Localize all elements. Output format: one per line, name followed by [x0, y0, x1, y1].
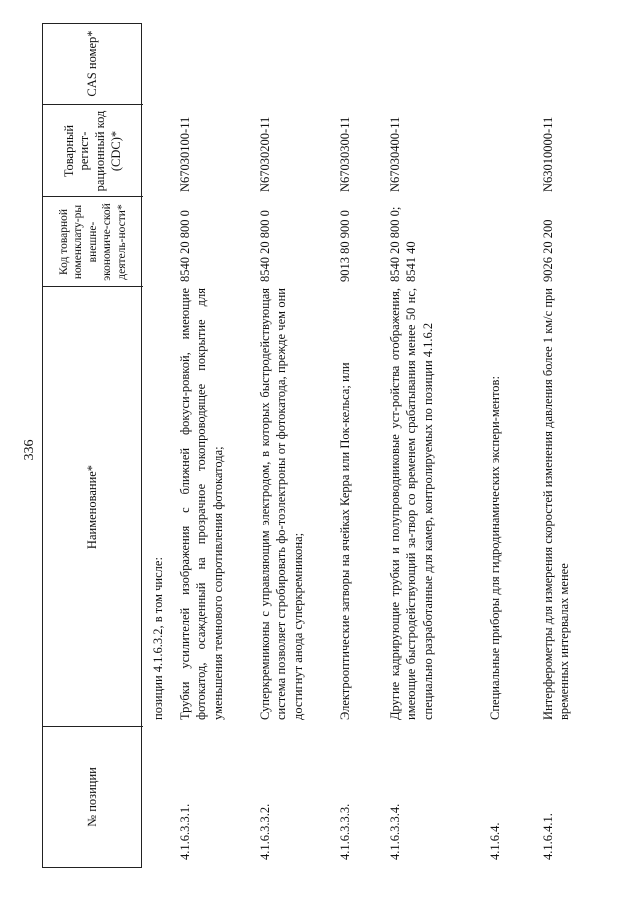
table-row: [257, 23, 327, 868]
row-cdc: N67030400-11: [388, 116, 402, 192]
row-cdc: N67030100-11: [178, 116, 192, 192]
row-code: 9013 80 900 0: [338, 210, 352, 282]
page-number: 336: [22, 439, 37, 461]
row-position: 4.1.6.3.3.1.: [178, 803, 192, 860]
row-cdc: N63010000-11: [541, 116, 555, 192]
row-code: 8540 20 800 0: [178, 210, 192, 282]
table-row: [540, 23, 580, 868]
header-cas: CAS номер*: [85, 30, 100, 97]
classification-table: [42, 23, 637, 868]
row-name: Электрооптические затворы на ячейках Керра или Пок-кельса; или: [338, 362, 352, 720]
table-row: [337, 23, 377, 868]
header-name: Наименование*: [85, 464, 100, 550]
row-code: 8540 20 800 0: [258, 210, 272, 282]
row-position: 4.1.6.4.1.: [541, 813, 555, 860]
row-name: Другие кадрирующие трубки и полупроводниковые уст-ройства отображения, имеющие быстродействующий за-твор со временем срабатывания менее 50 нс, специально разработанные для камер, контролируемых по позиции 4.1.6.2: [388, 288, 435, 720]
row-position: 4.1.6.3.3.4.: [388, 803, 402, 860]
header-cdc: Товарный регист-рационный код (CDC)*: [61, 110, 123, 192]
header-position: № позиции: [85, 767, 100, 827]
intro-text: позиции 4.1.6.3.2, в том числе:: [151, 557, 165, 720]
row-name: Интерферометры для измерения скоростей изменения давления более 1 км/с при временных интервалах менее: [541, 288, 572, 720]
table-header: [42, 23, 142, 868]
table-row: [487, 23, 527, 868]
row-code: 9026 20 200: [541, 219, 555, 282]
row-name: Трубки усилителей изображения с ближней фокуси-ровкой, имеющие фотокатод, осажденный на прозрачное токопроводящее покрытие для уменьшения темнового сопротивления фотокатода;: [178, 288, 225, 720]
row-cdc: N67030200-11: [258, 116, 272, 192]
row-name: Суперкремниконы с управляющим электродом, в которых быстродействующая система позволяет стробировать фо-тоэлектроны от фотокатода, прежде чем они достигнут анода суперкремникона;: [258, 288, 305, 720]
row-position: 4.1.6.4.: [488, 822, 502, 860]
table-row: [387, 23, 477, 868]
table-row: [177, 23, 247, 868]
row-cdc: N67030300-11: [338, 116, 352, 192]
header-code: Код товарной номенклату-ры внешне-экономиче-ской деятель-ности*: [58, 203, 128, 281]
row-position: 4.1.6.3.3.2.: [258, 803, 272, 860]
row-code: 8540 20 800 0; 8541 40: [388, 206, 419, 282]
row-name: Специальные приборы для гидродинамических экспери-ментов:: [488, 376, 502, 720]
row-position: 4.1.6.3.3.3.: [338, 803, 352, 860]
